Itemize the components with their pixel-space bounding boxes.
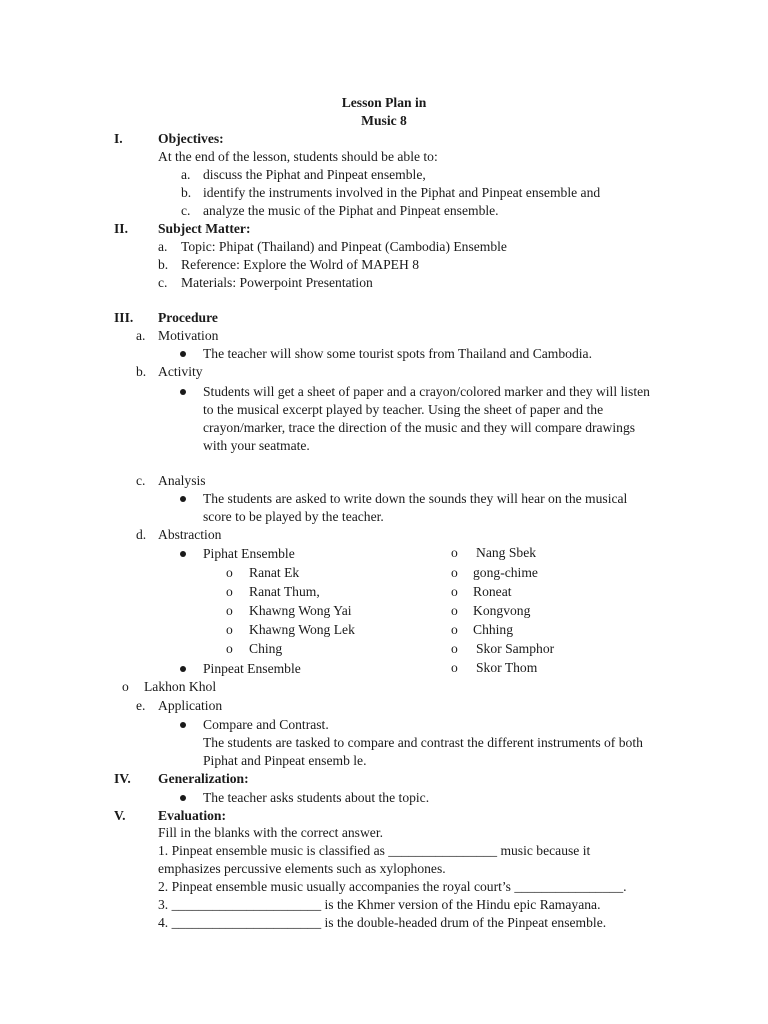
- circle-bullet-icon: o: [226, 641, 233, 656]
- circle-bullet-icon: o: [451, 622, 458, 637]
- circle-bullet-icon: o: [226, 584, 233, 599]
- list-marker: b.: [158, 257, 169, 272]
- activity-line: with your seatmate.: [203, 438, 310, 453]
- list-marker: c.: [181, 203, 191, 218]
- section-number: III.: [114, 310, 134, 325]
- list-marker: a.: [158, 239, 168, 254]
- evaluation-line: 4. ______________________ is the double-headed drum of the Pinpeat ensemble.: [158, 915, 607, 930]
- application-line: The students are tasked to compare and contrast the different instruments of both: [203, 735, 643, 750]
- circle-bullet-icon: o: [122, 679, 129, 694]
- subject-item: Reference: Explore the Wolrd of MAPEH 8: [181, 257, 419, 272]
- list-marker: b.: [136, 364, 147, 379]
- list-marker: a.: [136, 328, 146, 343]
- lakhon-khol-item: Lakhon Khol: [144, 679, 217, 694]
- analysis-line: The students are asked to write down the sounds they will hear on the musical: [203, 491, 628, 506]
- pinpeat-instrument: gong-chime: [473, 565, 538, 580]
- circle-bullet-icon: o: [226, 603, 233, 618]
- piphat-ensemble-label: Piphat Ensemble: [203, 546, 295, 561]
- bullet-icon: [180, 383, 186, 401]
- application-label: Application: [158, 698, 223, 713]
- piphat-instrument: Ranat Ek: [249, 565, 300, 580]
- list-marker: d.: [136, 527, 147, 542]
- bullet-icon: [180, 490, 186, 508]
- evaluation-line: emphasizes percussive elements such as xylophones.: [158, 861, 446, 876]
- abstraction-label: Abstraction: [158, 527, 222, 542]
- objective-item: discuss the Piphat and Pinpeat ensemble,: [203, 167, 426, 182]
- motivation-label: Motivation: [158, 328, 219, 343]
- piphat-instrument: Ranat Thum,: [249, 584, 320, 599]
- title-line-2: Music 8: [361, 113, 407, 128]
- section-number: V.: [114, 808, 126, 823]
- section-heading-evaluation: Evaluation:: [158, 808, 226, 823]
- application-line: Piphat and Pinpeat ensemb le.: [203, 753, 367, 768]
- circle-bullet-icon: o: [451, 660, 458, 675]
- activity-line: crayon/marker, trace the direction of the music and they will compare drawings: [203, 420, 636, 435]
- evaluation-line: 1. Pinpeat ensemble music is classified as ________________ music because it: [158, 843, 591, 858]
- piphat-instrument: Khawng Wong Yai: [249, 603, 352, 618]
- evaluation-intro: Fill in the blanks with the correct answer.: [158, 825, 384, 840]
- pinpeat-instrument: Kongvong: [473, 603, 531, 618]
- circle-bullet-icon: o: [451, 545, 458, 560]
- pinpeat-instrument: Chhing: [473, 622, 514, 637]
- objective-item: identify the instruments involved in the Piphat and Pinpeat ensemble and: [203, 185, 601, 200]
- list-marker: a.: [181, 167, 191, 182]
- circle-bullet-icon: o: [451, 584, 458, 599]
- pinpeat-instrument: Nang Sbek: [476, 545, 537, 560]
- generalization-bullet: The teacher asks students about the topic.: [203, 790, 430, 805]
- piphat-instrument: Ching: [249, 641, 283, 656]
- motivation-bullet: The teacher will show some tourist spots from Thailand and Cambodia.: [203, 346, 592, 361]
- evaluation-line: 2. Pinpeat ensemble music usually accompanies the royal court’s ________________.: [158, 879, 627, 894]
- pinpeat-ensemble-label: Pinpeat Ensemble: [203, 661, 301, 676]
- activity-line: to the musical excerpt played by teacher. Using the sheet of paper and the: [203, 402, 604, 417]
- list-marker: e.: [136, 698, 146, 713]
- analysis-label: Analysis: [158, 473, 206, 488]
- pinpeat-instrument: Skor Samphor: [476, 641, 555, 656]
- objective-item: analyze the music of the Piphat and Pinpeat ensemble.: [203, 203, 499, 218]
- analysis-line: score to be played by the teacher.: [203, 509, 384, 524]
- list-marker: b.: [181, 185, 192, 200]
- section-number: II.: [114, 221, 128, 236]
- section-heading-objectives: Objectives:: [158, 131, 224, 146]
- circle-bullet-icon: o: [226, 622, 233, 637]
- circle-bullet-icon: o: [226, 565, 233, 580]
- piphat-instrument: Khawng Wong Lek: [249, 622, 355, 637]
- bullet-icon: [180, 660, 186, 678]
- title-line-1: Lesson Plan in: [341, 95, 427, 110]
- subject-item: Materials: Powerpoint Presentation: [181, 275, 373, 290]
- activity-label: Activity: [158, 364, 203, 379]
- evaluation-line: 3. ______________________ is the Khmer version of the Hindu epic Ramayana.: [158, 897, 601, 912]
- bullet-icon: [180, 545, 186, 563]
- pinpeat-instrument: Skor Thom: [476, 660, 538, 675]
- section-heading-generalization: Generalization:: [158, 771, 249, 786]
- objectives-intro: At the end of the lesson, students should be able to:: [158, 149, 438, 164]
- section-number: IV.: [114, 771, 131, 786]
- subject-item: Topic: Phipat (Thailand) and Pinpeat (Cambodia) Ensemble: [181, 239, 507, 254]
- bullet-icon: [180, 345, 186, 363]
- bullet-icon: [180, 716, 186, 734]
- section-heading-subject-matter: Subject Matter:: [158, 221, 251, 236]
- pinpeat-instrument: Roneat: [473, 584, 512, 599]
- section-number: I.: [114, 131, 123, 146]
- list-marker: c.: [136, 473, 146, 488]
- circle-bullet-icon: o: [451, 603, 458, 618]
- circle-bullet-icon: o: [451, 641, 458, 656]
- section-heading-procedure: Procedure: [158, 310, 218, 325]
- circle-bullet-icon: o: [451, 565, 458, 580]
- list-marker: c.: [158, 275, 168, 290]
- application-bullet: Compare and Contrast.: [203, 717, 329, 732]
- bullet-icon: [180, 789, 186, 807]
- activity-line: Students will get a sheet of paper and a crayon/colored marker and they will listen: [203, 384, 650, 399]
